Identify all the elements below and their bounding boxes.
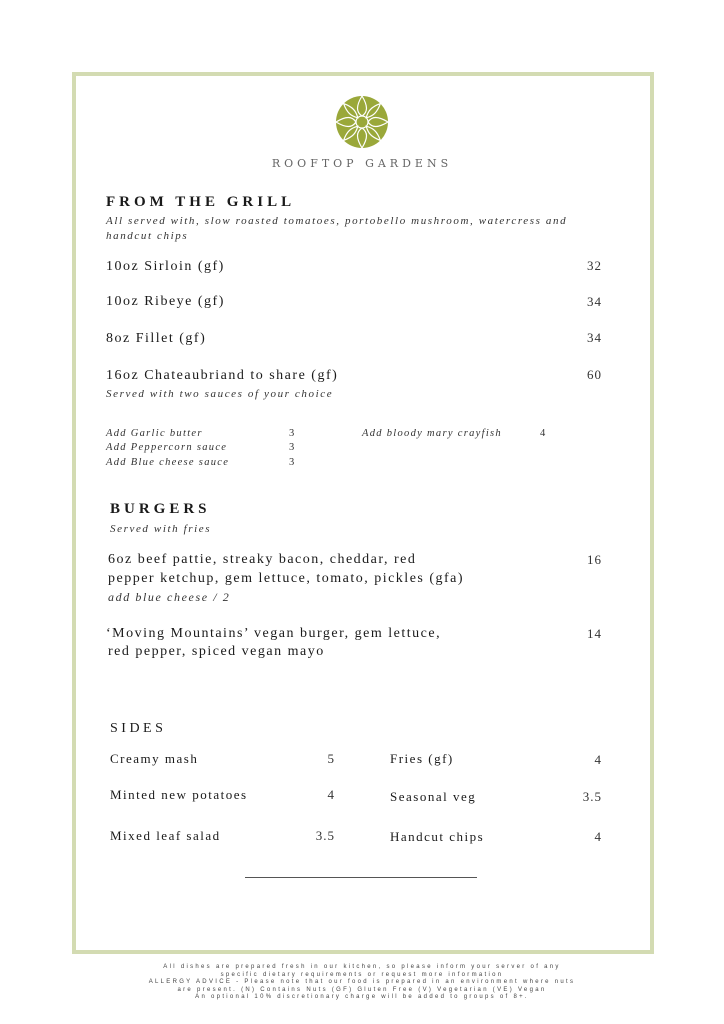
addon-name: Add Peppercorn sauce [106,442,228,453]
menu-item-price: 34 [587,294,602,309]
menu-item-name: 8oz Fillet (gf) [106,331,207,346]
side-price: 5 [327,751,335,766]
menu-item-price: 14 [587,626,602,641]
side-name: Handcut chips [390,829,485,844]
footer-line: specific dietary requirements or request more information [220,971,504,978]
footer-line: ALLERGY ADVICE - Please note that our food is prepared in an environment where nuts [148,979,576,986]
section-title-sides: SIDES [110,721,167,736]
side-name: Mixed leaf salad [110,828,221,843]
menu-item-line: ‘Moving Mountains’ vegan burger, gem lettuce, [106,626,442,641]
side-price: 4 [594,752,602,767]
menu-item-price: 34 [587,330,602,345]
addon-name: Add bloody mary crayfish [362,428,502,439]
side-price: 4 [327,787,335,802]
menu-item-name: 10oz Ribeye (gf) [106,294,225,309]
menu-item-price: 16 [587,552,602,567]
menu-item-price: 60 [587,367,602,382]
addon-name: Add Blue cheese sauce [106,457,230,468]
menu-item-name: 16oz Chateaubriand to share (gf) [106,368,339,383]
addon-name: Add Garlic butter [106,428,203,439]
addon-price: 3 [289,442,295,453]
addon-price: 4 [540,428,546,439]
section-title-grill: FROM THE GRILL [106,194,296,210]
divider [245,877,477,878]
menu-item-line: pepper ketchup, gem lettuce, tomato, pickles (gfa) [108,571,465,586]
menu-item-price: 32 [587,258,602,273]
section-title-burgers: BURGERS [110,501,211,517]
side-price: 4 [594,829,602,844]
footer-line: All dishes are prepared fresh in our kitchen, so please inform your server of any [163,964,561,970]
brand-name: ROOFTOP GARDENS [271,157,453,170]
side-name: Minted new potatoes [110,787,248,802]
side-name: Fries (gf) [390,751,454,766]
menu-item-line: red pepper, spiced vegan mayo [108,644,325,659]
footer-line: are present. (N) Contains Nuts (GF) Gluten Free (V) Vegetarian (VE) Vegan [177,986,547,993]
burgers-note: Served with fries [110,523,212,535]
allergy-footer [0,964,724,1002]
side-price: 3.5 [582,789,602,804]
grill-note: All served with, slow roasted tomatoes, portobello mushroom, watercress and handcut chips [106,215,568,242]
footer-line: An optional 10% discretionary charge will be added to groups of 8+. [195,994,529,1001]
side-name: Seasonal veg [390,789,477,804]
menu-item-note: add blue cheese / 2 [108,590,231,604]
menu-item-line: 6oz beef pattie, streaky bacon, cheddar, red [108,552,417,567]
menu-item-name: 10oz Sirloin (gf) [106,259,225,274]
menu-item-note: Served with two sauces of your choice [106,388,334,400]
flower-logo-icon [334,94,390,150]
addon-price: 3 [289,457,295,468]
side-name: Creamy mash [110,751,199,766]
side-price: 3.5 [315,828,335,843]
addon-price: 3 [289,428,295,439]
